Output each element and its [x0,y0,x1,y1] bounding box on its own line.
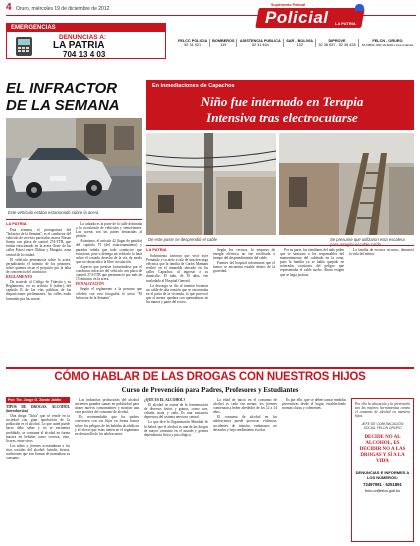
infractor-caption: Este vehículo estaba estacionado sobre la acera [8,210,99,215]
nino-body-col-1 [146,254,208,364]
infractor-body-col-2 [76,222,142,364]
dir-header: SAR - BOLIVIA [284,39,316,43]
drogas-subhead: Curso de Prevención para Padres, Profesores y Estudiantes [121,386,299,394]
paragraph: Otra droga "lícita" que se vende en la sociedad con gran aprobación de la población es el alcohol. Lo que usted puede hacer debe saber y no se encuentra prohibido, se consume el alcohol en forma masiva en bebidas como cerveza, vino, licores, entre otros. [6,414,70,443]
page-header [6,3,416,61]
dir-number: 119 [210,43,237,47]
infractor-body-col-1 [6,228,71,364]
paragraph: Sufrimiento tuvieron que vivir ayer Fernando y su nieto a raíz de una descarga eléctrica que la familia de Carlos Mamani recibió en el inmueble ubicado en las calles Capachos, al ingresar a su domicilio. El niño, de 10 años, fue trasladado al Hospital General. [146,254,208,283]
paragraph: Según los vecinos, la empresa de energía eléctrica no fue notificada a tiempo del desprendimiento del cable. [213,248,275,261]
paragraph: La descarga se dio al intentar levantar un cable de alta tensión que se encontraba en el patio de la vivienda, lo que provocó que el menor quedara con quemaduras en las manos y parte del rostro. [146,283,208,305]
paragraph: El vehículo permanecía sobre la acera, perjudicando el tránsito de los peatones, sobre quienes recae el perjuicio por la falta de conciencia del conductor. [6,257,71,274]
infractor-headline [6,80,142,114]
drogas-body-col-4 [213,398,277,542]
paragraph: Es por ello, que se deben tomar medidas preventivas desde el hogar, estableciendo normas claras y coherentes. [282,398,346,411]
dir-number: 52 31 464 [237,43,284,47]
paragraph: Lo que dice la Organización Mundial de la Salud, que el alcohol es una de las drogas de mayor consumo en el mundo y genera dependencia física y psicológica. [144,420,208,437]
drogas-body-col-3 [144,398,208,542]
drogas-box [351,398,414,542]
paragraph: La edad de inicio en el consumo de alcohol es cada vez menor, los jóvenes comienzan a beber alrededor de los 12 a 14 años. [213,398,277,415]
infractor-kicker: LA PATRIA [6,221,27,226]
paragraph: El alcohol se extrae de la fermentación de diversos frutos y granos, como uva, cebada, maíz y caña. Es una sustancia depresora del sistema nervioso central. [144,403,208,420]
box-denuncias-email: felcn.or@felcn.gob.bo [364,489,400,494]
box-body: Por ello la educación y la prevención son las mejores herramientas contra el consumo de alcohol en nuestros hijos. [355,402,410,419]
box-denuncias-title: DENUNCIAS E INFORMES A LOS NÚMEROS: [355,470,410,481]
poste-photo [146,133,276,235]
dir-number: 132 [284,43,316,47]
dir-header: ASISTENCIA PUBLICA [237,39,284,43]
headline-line-1: EL INFRACTOR [6,80,118,97]
paragraph: Aspecto que persiste facturándose por el conductor infractor del vehículo con placa de control 274-TTB que permaneció por más de 15 minutos en la acera. [76,264,142,282]
nino-band: En inmediaciones de Capachos [152,83,235,89]
subhead: ¿QUÉ ES EL ALCOHOL? [144,398,186,402]
siren-icon [355,4,364,11]
paragraph: Por su parte, los familiares del niño piden que se sancione a los responsables del mantenimiento del cableado en la zona, pues la familia ya se había quejado en reiteradas ocasiones del peligro que representaba el cable suelto. Ahora exigen que se haga justicia. [280,248,344,277]
drogas-body-col-1 [6,405,70,542]
escalera-caption: Se presume que utilizaron esta escalera [330,237,405,242]
logo-main: Policial [265,8,329,27]
logo-tagline: LA PATRIA [335,21,356,26]
paragraph: De acuerdo al Código de Tránsito y su Reglamento, en su artículo 6 (saber), del capítulo II de las vías públicas de las disposiciones preliminares, las calles están formadas por las aceras. [6,280,71,301]
nino-headline-line-2: Intensiva tras electrocutarse [206,110,358,125]
drogas-divider [6,367,414,369]
paragraph: Según el reglamento a la persona que celebró con esta fotografía el aviso "El Infractor de la Semana". [76,287,142,300]
dir-number: 52 63809 -800-10-6000 Línea Gratuita [359,43,417,47]
phone-directory [176,39,416,47]
drogas-headline: CÓMO HABLAR DE LAS DROGAS CON NUESTROS HIJOS [54,371,366,383]
nino-body-col-3 [280,248,344,364]
page-number: 4 [6,2,12,13]
policial-logo [251,3,371,37]
emergencias-title: EMERGENCIAS [7,24,165,32]
phone-icon [11,35,39,57]
logo-small: Suplemento Policial [271,3,306,7]
subhead: PENALIZACIÓN [76,282,104,287]
escalera-photo [279,133,414,235]
drogas-body-col-2 [75,398,139,542]
denuncias-label: DENUNCIAS A: [59,34,107,41]
denuncias-phones: 704 13 4 03 [63,50,106,59]
paragraph: Asimismo, el artículo 42 (lugar de partida) del capítulo VI (del estacionamiento) y paradas señala que todo conductor que estacione, pare o detenga un vehículo lo hará sobre el costado derecho de la vía, de modo que no obstaculice la libre circulación. [76,239,142,264]
drogas-byline: Por: Tte. Jorge G. Zarate Jaldin [6,397,70,403]
box-credit-1: JEFE DE COMUNICACIÓN [361,422,404,427]
subhead: REGLAMENTO [6,275,33,280]
headline-line-2: DE LA SEMANA [6,97,120,114]
paragraph: Es recomendable que los padres conversen con sus hijos en forma franca sobre los peligros de las bebidas alcohólicas y el efecto que estas tienen en el organismo en desarrollo de los adolescentes. [75,415,139,436]
box-slogan: DECIDE NO AL ALCOHOL, ES DECIDIR NO A LAS DROGAS Y SÍ A LA VIDA [359,435,406,465]
dateline: Oruro, miércoles 19 de diciembre de 2012 [16,6,110,12]
poste-caption: De este poste se desprendió el cable [148,237,217,242]
paragraph: Fuentes del hospital informaron que el menor se encuentra estable dentro de la gravedad. [213,261,275,274]
nino-kicker: LA PATRIA [146,247,167,252]
nino-headline-line-1: Niño fue internado en Terapia [200,94,364,109]
drogas-body-col-5 [282,398,346,542]
subhead: TIPOS DE DROGAS. ALCOHOL (introducción) [6,405,70,414]
dir-number: 52 36 637 - 52 36 428 [316,43,359,47]
paragraph: La calzada es la parte de la calle destinada a la circulación de vehículos y semovientes. Las aceras son las partes destinadas al peatón. [76,222,142,239]
paragraph: Los niños y jóvenes acostumbran a los ritos sociales del alcohol: brindis, fiestas, tradiciones que son formas de normalizar su consumo. [6,443,70,461]
emergencias-box [6,23,166,59]
paragraph: Las industrias productoras del alcohol invierten grandes sumas en publicidad para atraer nuevos consumidores y mostrar una cara positiva del consumo de alcohol. [75,398,139,415]
infractor-photo [6,118,142,208]
paragraph: El consumo de alcohol en los adolescentes puede provocar violencia, accidentes de tránsito, embarazos no deseados y bajo rendimiento escolar. [213,415,277,432]
denuncias-paper: LA PATRIA [53,40,105,51]
box-credit-2: SOCIAL FELCN ORURO [363,426,402,431]
nino-headline-block [146,80,414,130]
dir-header: FELCN - ORURO [359,39,417,43]
dir-number: 52 31 921 [184,43,202,47]
paragraph: Esta semana, el protagonista del "Infractor de la Semana", es el conductor del vehículo de servicio particular, marca Nissan Sunny con placa de control 274-TTB, que estaba estacionado en la acera Oeste de las calles Potosí entre Oblitas y Murguía, zona central de la ciudad. [6,228,71,257]
nino-body-col-4 [349,248,414,364]
paragraph: La familia de escasos recursos, denunció la vida del menor. [349,248,414,257]
dir-header: BOMBEROS [210,39,237,43]
dir-header: FELCC POLICIA [178,39,208,43]
nino-body-col-2 [213,248,275,364]
box-denuncias-numbers: 72497091 - 5251891 [363,482,402,488]
dir-header: DIPROVE [316,39,359,43]
